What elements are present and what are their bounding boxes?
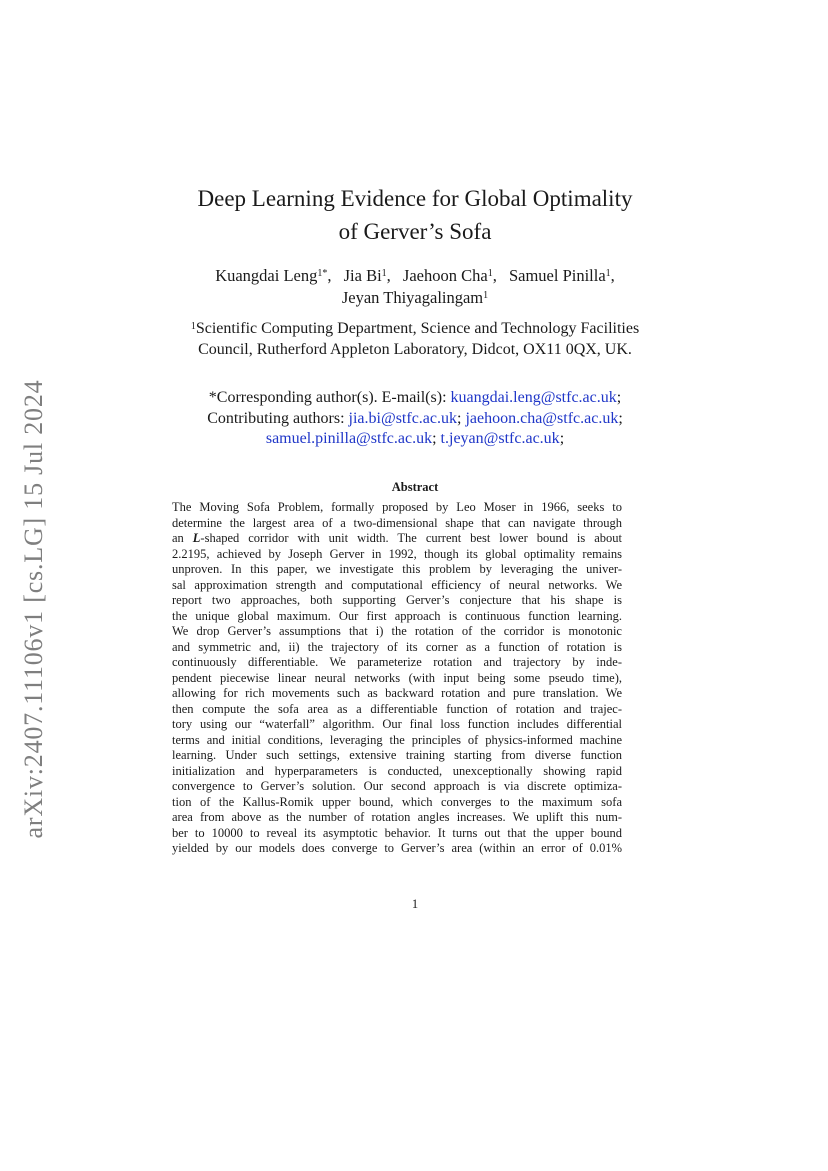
author-name: Jaehoon Cha bbox=[402, 266, 488, 285]
abstract-line: report two approaches, both supporting Gerver’s conjecture that his shape is bbox=[172, 593, 622, 607]
abstract-line: area from above as the number of rotation angles increases. We uplift this num- bbox=[172, 810, 622, 824]
abstract-line: initialization and hyperparameters is conducted, unexceptionally showing rapid bbox=[172, 763, 622, 778]
abstract-line-3: an L-shaped corridor with unit width. The current best lower bound is about bbox=[172, 531, 622, 545]
arxiv-identifier: arXiv:2407.11106v1 [cs.LG] 15 Jul 2024 bbox=[19, 379, 48, 839]
email-link[interactable]: samuel.pinilla@stfc.ac.uk bbox=[265, 430, 433, 447]
author-name: Jeyan Thiyagalingam bbox=[341, 288, 484, 307]
abstract-line: 2.2195, achieved by Joseph Gerver in 1992, though its global optimality remains bbox=[172, 546, 622, 561]
affiliation bbox=[140, 318, 690, 360]
abstract-line: the unique global maximum. Our first approach is continuous function learning. bbox=[172, 608, 622, 623]
abstract-body bbox=[172, 500, 622, 857]
email-link[interactable]: t.jeyan@stfc.ac.uk bbox=[440, 430, 560, 447]
abstract-line: terms and initial conditions, leveraging the principles of physics-informed machine bbox=[172, 732, 622, 747]
abstract-line: and symmetric and, ii) the trajectory of its corner as a function of rotation is bbox=[172, 639, 622, 654]
author-name: Jia Bi bbox=[343, 266, 382, 285]
abstract-line: then compute the sofa area as a differentiable function of rotation and trajec- bbox=[172, 701, 622, 716]
page-number: 1 bbox=[411, 897, 419, 911]
author-mark: 1 bbox=[487, 268, 493, 279]
author-mark: 1 bbox=[605, 268, 611, 279]
author-line-1: Kuangdai Leng$^{1*}$, Jia Bi$^1$, Jaehoon Cha$^1$, Samuel Pinilla$^1$, bbox=[215, 266, 615, 285]
author-name: Kuangdai Leng bbox=[215, 266, 318, 285]
abstract-line: tion of the Kallus-Romik upper bound, which converges to the maximum sofa bbox=[172, 794, 622, 809]
corresponding-label: *Corresponding author(s). E-mail(s): bbox=[208, 389, 447, 406]
contributing-label: Contributing authors: bbox=[207, 409, 345, 427]
author-name: Samuel Pinilla bbox=[508, 266, 606, 285]
abstract-line: continuously differentiable. We parameterize rotation and trajectory by inde- bbox=[172, 655, 622, 669]
email-link[interactable]: jaehoon.cha@stfc.ac.uk bbox=[465, 409, 619, 427]
affiliation-line-2: Council, Rutherford Appleton Laboratory, Didcot, OX11 0QX, UK. bbox=[198, 341, 632, 358]
abstract-line: unproven. In this paper, we investigate this problem by leveraging the univer- bbox=[172, 562, 622, 576]
email-link[interactable]: jia.bi@stfc.ac.uk bbox=[348, 409, 457, 427]
title-line-2: of Gerver’s Sofa bbox=[338, 219, 492, 244]
author-line-2 bbox=[140, 287, 690, 309]
abstract-line: The Moving Sofa Problem, formally proposed by Leo Moser in 1966, seeks to bbox=[172, 500, 622, 514]
title-line-1: Deep Learning Evidence for Global Optimality bbox=[197, 186, 633, 211]
abstract-line: sal approximation strength and computational efficiency of neural networks. We bbox=[172, 577, 622, 592]
abstract-line: We drop Gerver’s assumptions that i) the rotation of the corridor is monotonic bbox=[172, 624, 622, 638]
abstract-line: determine the largest area of a two-dimensional shape that can navigate through bbox=[172, 515, 622, 530]
abstract-line: allowing for rich movements such as backward rotation and pure translation. We bbox=[172, 686, 622, 700]
abstract-line: convergence to Gerver’s solution. Our second approach is via discrete optimiza- bbox=[172, 779, 622, 793]
affiliation-mark: 1 bbox=[190, 321, 196, 332]
author-list bbox=[140, 265, 690, 309]
contact-block: *Corresponding author(s). E-mail(s): kuangdai.leng@stfc.ac.uk; Contributing authors: jia.bi@stfc.ac.uk; jaehoon.cha@stfc.ac.uk; samuel.pinilla@stfc.ac.uk; t.jeyan@stfc.ac.uk; bbox=[207, 389, 623, 447]
abstract-line: tory using our “waterfall” algorithm. Our final loss function includes differential bbox=[172, 717, 622, 731]
arxiv-sidebar bbox=[16, 370, 52, 848]
corresponding-email-link[interactable]: kuangdai.leng@stfc.ac.uk bbox=[450, 389, 617, 406]
affiliation-line-1: Scientific Computing Department, Science and Technology Facilities bbox=[195, 320, 640, 337]
abstract-line: yielded by our models does converge to Gerver’s area (within an error of 0.01% bbox=[172, 841, 622, 855]
author-mark: 1 bbox=[483, 290, 489, 301]
abstract-emphasis: L bbox=[192, 531, 201, 545]
abstract-line: ber to 10000 to reveal its asymptotic behavior. It turns out that the upper bound bbox=[172, 825, 622, 840]
paper-title bbox=[140, 182, 690, 248]
abstract-line: learning. Under such settings, extensive training starting from diverse function bbox=[172, 748, 622, 762]
author-mark: 1* bbox=[317, 268, 328, 279]
author-mark: 1 bbox=[381, 268, 387, 279]
abstract-line: pendent piecewise linear neural networks (with input being some pseudo time), bbox=[172, 670, 622, 685]
abstract-heading: Abstract bbox=[391, 480, 439, 494]
